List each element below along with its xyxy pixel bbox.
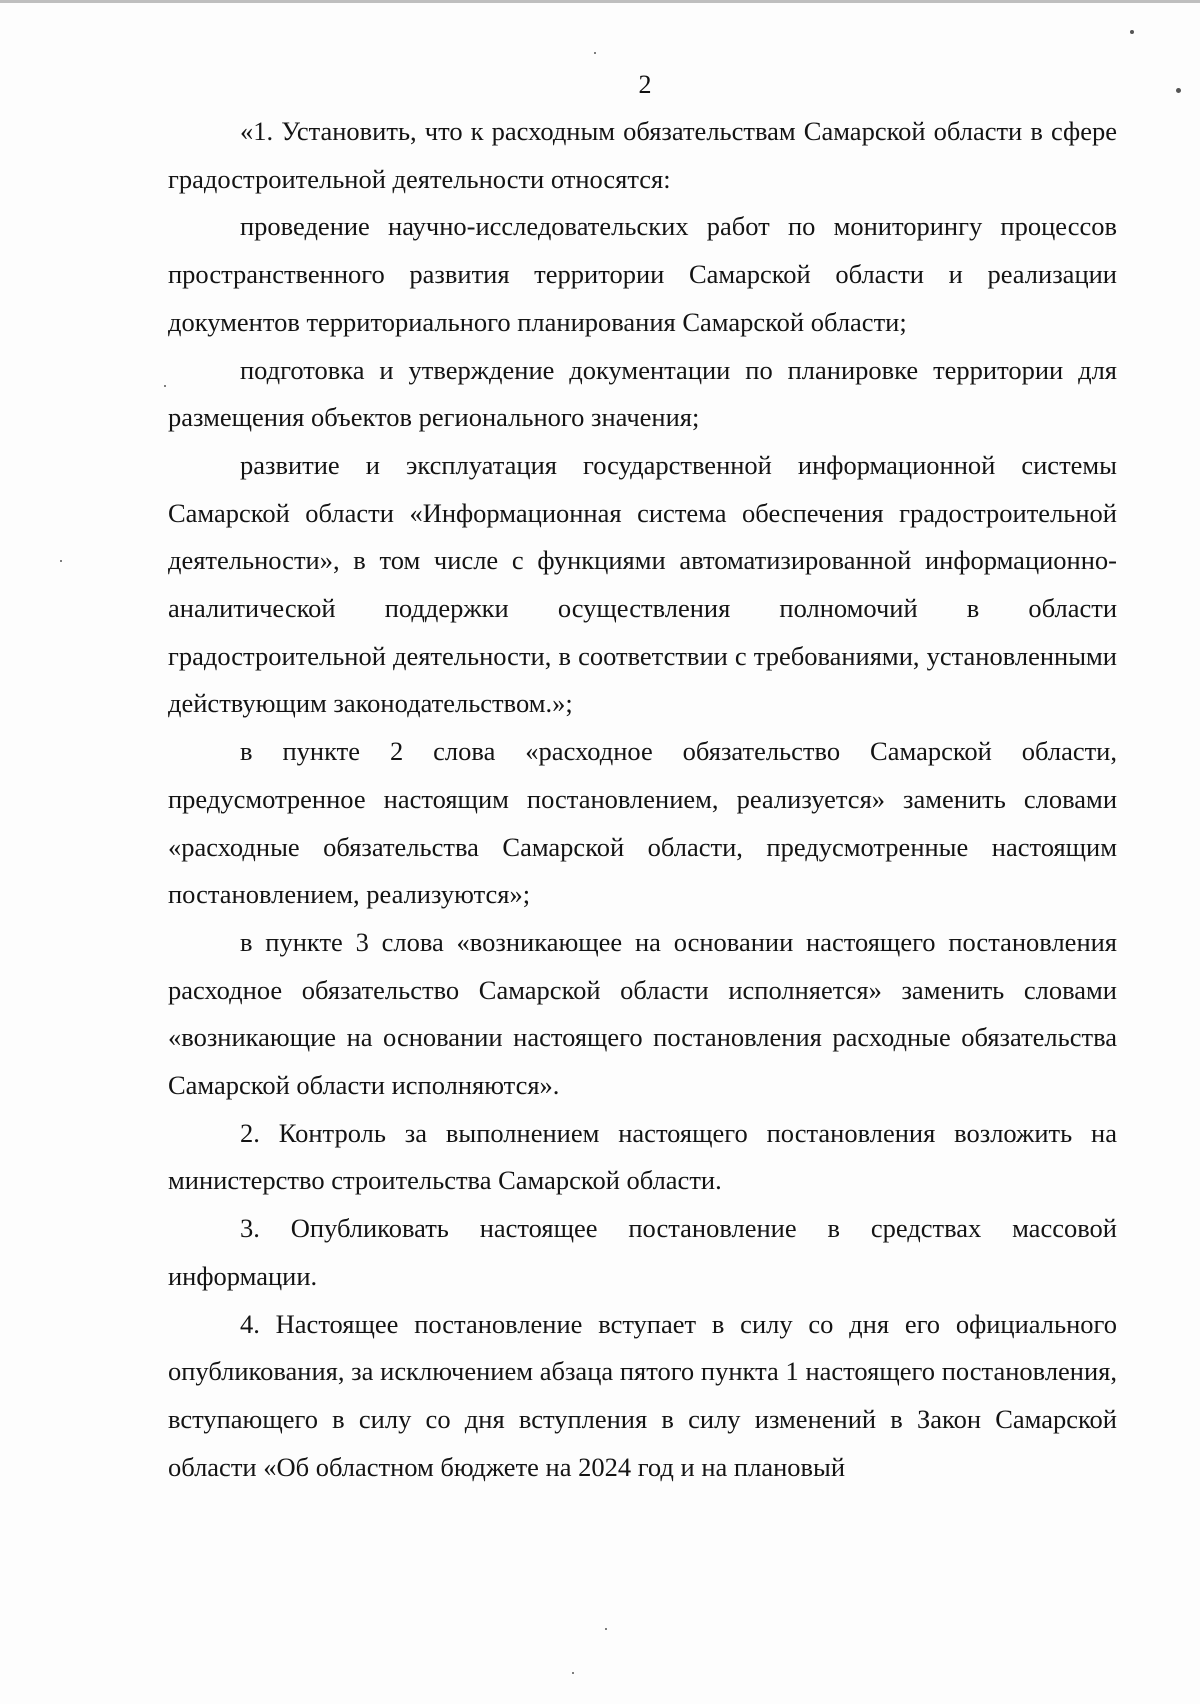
paragraph-planning-documentation: подготовка и утверждение документации по планировке территории для размещения объектов регионального значения; <box>168 354 1117 433</box>
paragraph-publication: 3. Опубликовать настоящее постановление в средствах массовой информации. <box>168 1213 1117 1291</box>
paragraph-entry-into-force: 4. Настоящее постановление вступает в силу со дня его официального опубликования, за исключением абзаца пятого пункта 1 настоящего постановления, вступающего в силу со дня вступления в силу изменений в Закон Самарской области «Об областном бюджете на 2024 год и на плановый <box>168 1308 1117 1482</box>
paragraph-information-system: развитие и эксплуатация государственной информационной системы Самарской области «Информационная система обеспечения градостроительной деятельности», в том числе с функциями автоматизированной информационно-аналитической поддержки осуществления полномочий в области градостроительной деятельности, в соответствии с требованиями, установленными действующим законодательством.»; <box>168 449 1117 719</box>
scan-speck <box>1176 88 1181 93</box>
scan-speck <box>605 1628 607 1630</box>
scan-speck <box>1130 30 1134 34</box>
paragraph-point-3-amendment: в пункте 3 слова «возникающее на основании настоящего постановления расходное обязательство Самарской области исполняется» заменить словами «возникающие на основании настоящего постановления расходные обязательства Самарской области исполняются». <box>168 926 1117 1101</box>
paragraph-point-2-amendment: в пункте 2 слова «расходное обязательство Самарской области, предусмотренное настоящим постановлением, реализуется» заменить словами «расходные обязательства Самарской области, предусмотренные настоящим постановлением, реализуются»; <box>168 736 1117 910</box>
scan-top-edge <box>0 0 1200 3</box>
page-number: 2 <box>638 70 652 99</box>
scan-speck <box>594 52 596 54</box>
scan-speck <box>60 560 62 562</box>
document-body <box>168 108 1117 1491</box>
paragraph-control: 2. Контроль за выполнением настоящего постановления возложить на министерство строительства Самарской области. <box>168 1117 1117 1196</box>
scan-speck <box>572 1672 574 1674</box>
scan-speck <box>164 385 166 387</box>
paragraph-expenditure-obligations: «1. Установить, что к расходным обязательствам Самарской области в сфере градостроительной деятельности относятся: <box>168 116 1117 194</box>
paragraph-research-monitoring: проведение научно-исследовательских работ по мониторингу процессов пространственного развития территории Самарской области и реализации документов территориального планирования Самарской области; <box>168 211 1117 337</box>
